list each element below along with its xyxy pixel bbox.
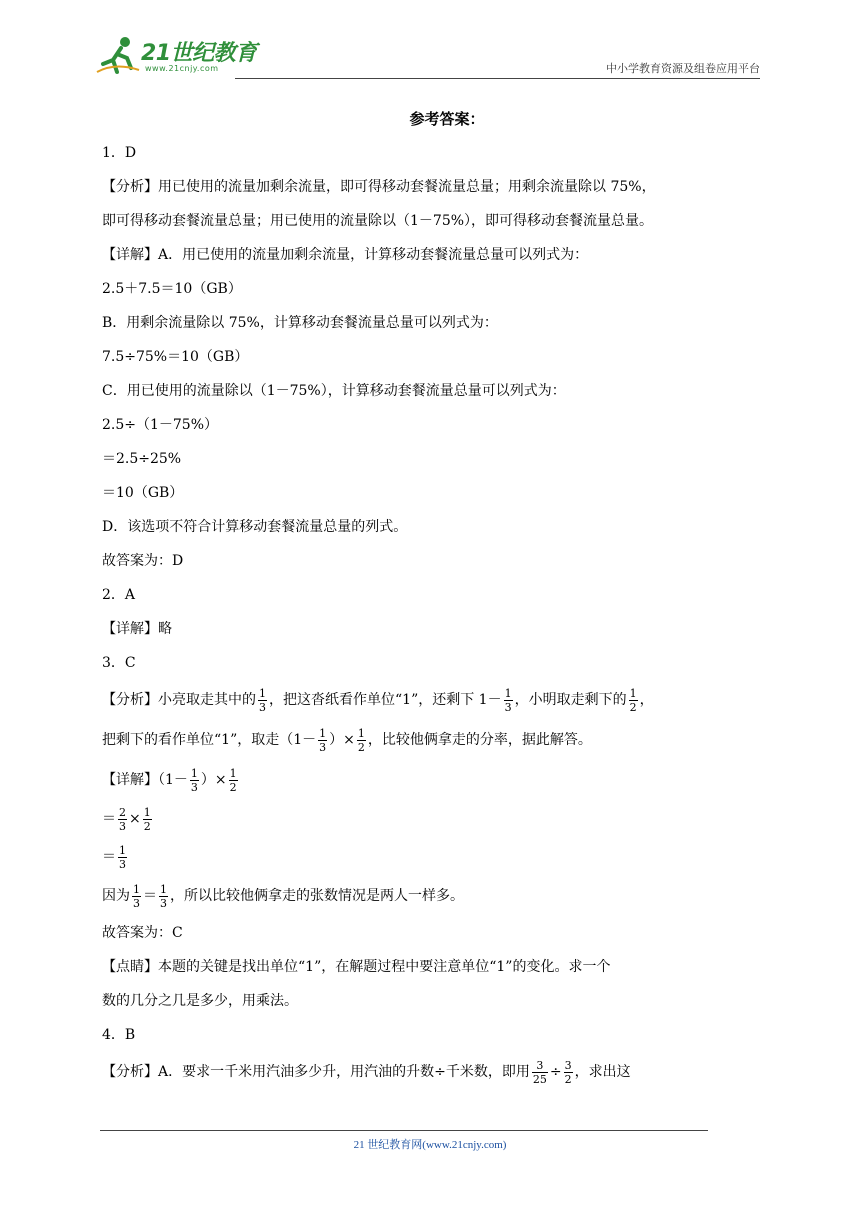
text-line: 【点睛】本题的关键是找出单位“1”，在解题过程中要注意单位“1”的变化。求一个 xyxy=(102,959,611,975)
fraction: $\frac{1}{2}$ xyxy=(143,805,151,833)
text-line: 2.5＋7.5＝10（GB） xyxy=(102,281,242,297)
header-platform-text: 中小学教育资源及组卷应用平台 xyxy=(606,62,760,75)
text-line: B．用剩余流量除以 75%，计算移动套餐流量总量可以列式为： xyxy=(102,315,498,331)
fraction: $\frac{1}{3}$ xyxy=(133,882,140,910)
text-line: C．用已使用的流量除以（1－75%），计算移动套餐流量总量可以列式为： xyxy=(102,383,566,399)
fraction: $\frac{2}{3}$ xyxy=(119,805,126,833)
text-line: 2.5÷（1－75%） xyxy=(102,417,219,433)
text-line: 2．A xyxy=(102,587,136,603)
text-line: 【详解】略 xyxy=(102,621,172,637)
text-line: 故答案为：C xyxy=(102,925,183,941)
fraction: $\frac{1}{3}$ xyxy=(319,726,327,754)
text-line: ＝ $\frac{1}{3}$ xyxy=(102,843,126,871)
answer-content xyxy=(102,102,762,1092)
page-title: 参考答案： xyxy=(409,110,485,128)
footer-divider xyxy=(100,1130,708,1131)
text-line: 7.5÷75%＝10（GB） xyxy=(102,349,249,365)
text-line: 1．D xyxy=(102,145,137,161)
text-line: 因为 $\frac{1}{3}$ ＝ $\frac{1}{3}$ ，所以比较他俩拿走的张数情况是两人一样多。 xyxy=(102,882,464,910)
text-line: D．该选项不符合计算移动套餐流量总量的列式。 xyxy=(102,519,408,535)
text-line: ＝ $\frac{2}{3}$ × $\frac{1}{2}$ xyxy=(102,805,151,833)
text-line: ＝2.5÷25% xyxy=(102,451,182,467)
text-line: 【分析】用已使用的流量加剩余流量，即可得移动套餐流量总量；用剩余流量除以 75%， xyxy=(102,179,656,195)
fraction: $\frac{1}{2}$ xyxy=(229,766,237,794)
fraction: $\frac{1}{3}$ xyxy=(259,686,266,714)
logo-url: www.21cnjy.com xyxy=(145,64,219,73)
fraction: $\frac{1}{3}$ xyxy=(160,882,167,910)
header-divider xyxy=(235,78,760,79)
text-line: 数的几分之几是多少，用乘法。 xyxy=(102,993,298,1009)
text-line: 把剩下的看作单位“1”，取走（1－ $\frac{1}{3}$ ）× $\frac{1}{2}$ ，比较他俩拿走的分率，据此解答。 xyxy=(102,726,592,754)
fraction: $\frac{1}{3}$ xyxy=(190,766,198,794)
text-line: 【分析】A．要求一千米用汽油多少升，用汽油的升数÷千米数，即用 $\frac{3}{25}$ ÷ $\frac{3}{2}$ ，求出这 xyxy=(102,1058,631,1086)
fraction: $\frac{1}{3}$ xyxy=(504,686,512,714)
fraction: $\frac{3}{25}$ xyxy=(532,1058,547,1086)
fraction: $\frac{1}{2}$ xyxy=(357,726,365,754)
text-line: 【详解】（1－ $\frac{1}{3}$ ）× $\frac{1}{2}$ xyxy=(102,766,237,794)
logo xyxy=(95,34,265,78)
page-header xyxy=(95,30,760,80)
text-line: 【详解】A．用已使用的流量加剩余流量，计算移动套餐流量总量可以列式为： xyxy=(102,247,589,263)
logo-text: 21世纪教育 xyxy=(141,41,257,66)
page-footer: 21 世纪教育网(www.21cnjy.com) xyxy=(353,1139,507,1151)
text-line: 【分析】小亮取走其中的 $\frac{1}{3}$ ，把这沓纸看作单位“1”，还剩下 1－ $\frac{1}{3}$ ，小明取走剩下的 $\frac{1}{2}$ ， xyxy=(102,686,654,714)
runner-logo-icon xyxy=(95,34,141,78)
fraction: $\frac{1}{3}$ xyxy=(119,843,126,871)
fraction: $\frac{1}{2}$ xyxy=(629,686,637,714)
text-line: 4．B xyxy=(102,1027,136,1043)
text-line: ＝10（GB） xyxy=(102,485,184,501)
text-line: 故答案为：D xyxy=(102,553,184,569)
fraction: $\frac{3}{2}$ xyxy=(564,1058,572,1086)
text-line: 3．C xyxy=(102,655,136,671)
text-line: 即可得移动套餐流量总量；用已使用的流量除以（1－75%），即可得移动套餐流量总量。 xyxy=(102,213,654,229)
